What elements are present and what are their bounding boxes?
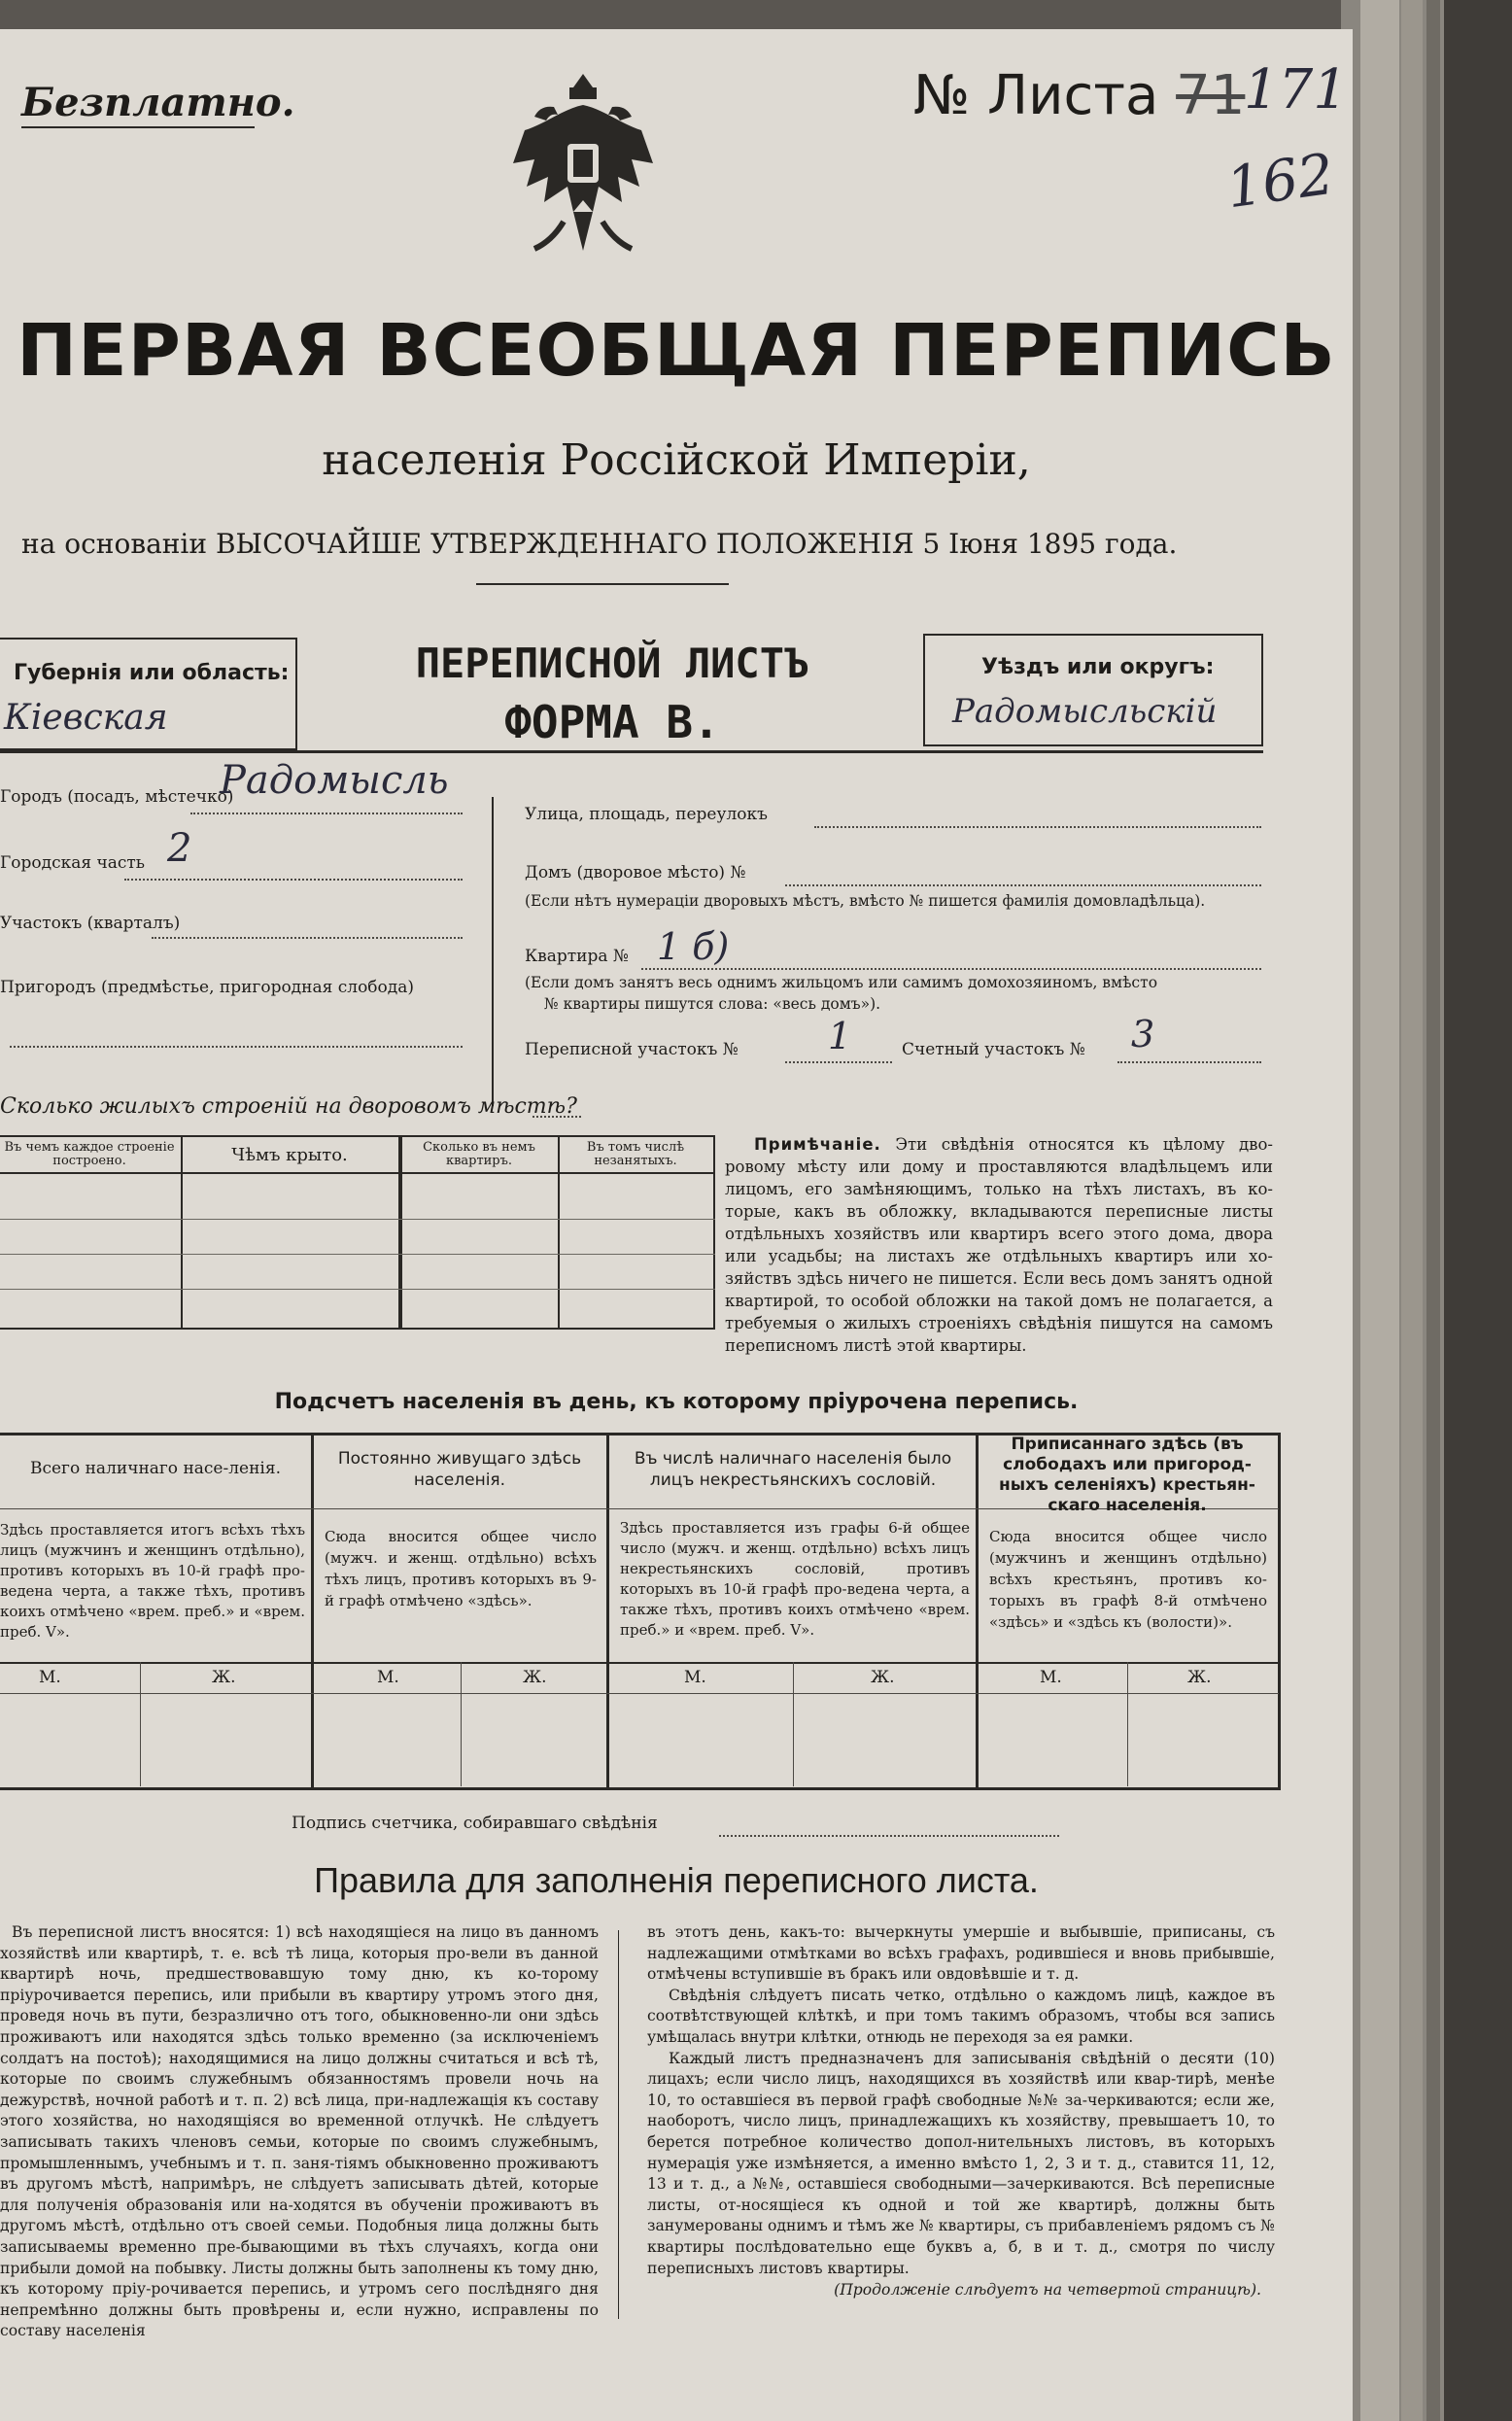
table-divider xyxy=(0,1172,715,1174)
note-line: ровому мѣсту или дому и проставляются владѣльцемъ или xyxy=(725,1158,1273,1176)
rules-left-text: Въ переписной листъ вносятся: 1) всѣ находящіеся на лицо въ данномъ хозяйствѣ или квартирѣ, т. е. всѣ тѣ лица, которыя про-вели въ данной квартирѣ ночь, предшествовавшую тому дню, къ ко-торому пріурочивается перепись, или прибыли въ квартиру утромъ этого дня, проведя ночь въ пути, безразлично отъ того, обыкновенно-ли они здѣсь проживаютъ или находятся здѣсь только временно (за исключеніемъ солдатъ на постоѣ); находящимися на лицо должны считаться и всѣ тѣ, которые по своимъ служебнымъ обязанностямъ провели ночь на дежурствѣ, ночной работѣ и т. п. 2) всѣ лица, при-надлежащія къ составу этого хозяйства, но находящіяся во временной отлучкѣ. Не слѣдуетъ записывать такихъ членовъ семьи, которые по своимъ служебнымъ, промышленнымъ, учебнымъ и т. п. заня-тіямъ обыкновенно проживаютъ въ другомъ мѣстѣ, напримѣръ, не слѣдуетъ записывать дѣтей, которые для полученія образованія или на-ходятся въ обученіи проживаютъ въ другомъ мѣстѣ, отдѣльно отъ своей семьи. Подобныя лица должны быть записываемы временно пре-бывающими въ тѣхъ случаяхъ, когда они прибыли домой на побывку. Листы должны быть заполнены къ тому дню, къ которому пріу-рочивается перепись, и утромъ сего послѣдняго дня непремѣнно должны быть провѣрены и, если нужно, исправлены по составу населенія xyxy=(0,1923,599,2340)
table-divider xyxy=(140,1662,141,1786)
handwritten-page-number: 162 xyxy=(1221,140,1338,222)
apartment-note-1: (Если домъ занятъ весь однимъ жильцомъ или самимъ домохозяиномъ, вмѣсто xyxy=(525,974,1158,991)
house-label: Домъ (дворовое мѣсто) № xyxy=(525,863,746,882)
count-district-value: 3 xyxy=(1131,1013,1155,1055)
divider xyxy=(476,583,729,585)
summary-col-peasant-desc: Сюда вносится общее число (мужчинъ и женщинъ отдѣльно) всѣхъ крестьянъ, противъ ко-торыхъ въ графѣ 8-й отмѣчено «здѣсь» и «здѣсь къ (волости)». xyxy=(989,1528,1267,1631)
sheet-number-label: № Листа 71 xyxy=(913,64,1246,127)
table-row-line xyxy=(0,1289,715,1290)
fill-line xyxy=(1117,1061,1261,1063)
binding-shadow xyxy=(1444,0,1512,2421)
buildings-col-material: Въ чемъ каждое строеніе построено. xyxy=(4,1140,175,1168)
female-label: Ж. xyxy=(523,1668,547,1687)
rules-right-text-3: Каждый листъ предназначенъ для записыванія свѣдѣній о десяти (10) лицахъ; если число лицъ, находящихся въ хозяйствѣ или квар-тирѣ, менѣе 10, то оставшіеся въ первой графѣ свободные №№ за-черкиваются; если же, наоборотъ, число лицъ, принадлежащихъ къ хозяйству, превышаетъ 10, то берется потребное количество допол-нительныхъ листовъ, въ которыхъ нумерація уже измѣняется, а именно вмѣсто 1, 2, 3 и т. д., ставится 11, 12, 13 и т. д., а №№, оставшіеся свободными—зачеркиваются. Всѣ переписные листы, от-носящіеся къ одной и той же квартирѣ, должны быть занумерованы однимъ и тѣмъ же № квартиры, съ прибавленіемъ рядомъ съ № квартиры послѣдовательно еще буквъ а, б, в и т. д., смотря по числу переписныхъ листовъ квартиры. xyxy=(647,2049,1275,2277)
summary-col-permanent-desc: Сюда вносится общее число (мужч. и женщ. отдѣльно) всѣхъ тѣхъ лицъ, противъ которыхъ въ 9-й графѣ отмѣчено «здѣсь». xyxy=(325,1528,597,1609)
note-line: квартирой, то особой обложки на такой домъ не полагается, xyxy=(725,1292,1257,1310)
fill-line xyxy=(785,884,1261,886)
column-divider xyxy=(618,1930,619,2319)
table-divider xyxy=(0,1693,1279,1694)
page-stack-edge xyxy=(1426,0,1440,2421)
address-city-value: Радомысль xyxy=(220,758,449,803)
fill-line xyxy=(190,813,463,814)
form-title: ПЕРЕПИСНОЙ ЛИСТЪ xyxy=(415,640,809,687)
buildings-col-apartments: Сколько въ немъ квартиръ. xyxy=(423,1140,535,1168)
fill-line xyxy=(785,1061,892,1063)
buildings-col-roof: Чѣмъ крыто. xyxy=(231,1145,348,1165)
form-name: ФОРМА В. xyxy=(504,696,720,748)
summary-col-peasant-title: Приписаннаго здѣсь (въ слободахъ или пригород-ныхъ селеніяхъ) крестьян-скаго населенія. xyxy=(999,1435,1255,1515)
free-label: Безплатно. xyxy=(21,80,295,125)
page-stack-edge xyxy=(1401,0,1423,2421)
fill-line xyxy=(533,1116,581,1118)
table-divider xyxy=(558,1135,560,1328)
rules-right-text-2: Свѣдѣнія слѣдуетъ писать четко, отдѣльно о каждомъ лицѣ, каждое въ соотвѣтствующей клѣткѣ, и при томъ такимъ образомъ, чтобы вся запись умѣщалась внутри клѣтки, отнюдь не переходя за ея рамки. xyxy=(647,1986,1275,2046)
address-suburb-label: Пригородъ (предмѣстье, пригородная слобода) xyxy=(0,978,415,997)
summary-col-total-title: Всего наличнаго насе-ленія. xyxy=(29,1459,281,1478)
fill-line xyxy=(152,937,463,939)
census-district-label: Переписной участокъ № xyxy=(525,1040,739,1059)
summary-col-total-desc: Здѣсь проставляется итогъ всѣхъ тѣхъ лицъ (мужчинъ и женщинъ отдѣльно), противъ которыхъ въ 10-й графѣ про-ведена черта, а также тѣхъ, противъ коихъ отмѣчено «врем. преб.» и «врем. преб. V». xyxy=(0,1521,305,1641)
table-row-line xyxy=(0,1254,715,1255)
apartment-label: Квартира № xyxy=(525,947,629,966)
summary-col-nonpeasant-desc: Здѣсь проставляется изъ графы 6-й общее число (мужч. и женщ. отдѣльно) всѣхъ лицъ некрестьянскихъ сословій, противъ которыхъ въ 10-й графѣ про-ведена черта, а также тѣхъ, противъ коихъ отмѣчено «врем. преб.» и «врем. преб. V». xyxy=(620,1519,970,1639)
page-stack-edge xyxy=(1360,0,1399,2421)
census-title: ПЕРВАЯ ВСЕОБЩАЯ ПЕРЕПИСЬ xyxy=(17,309,1336,393)
divider xyxy=(0,750,1263,753)
address-part-label: Городская часть xyxy=(0,853,146,873)
note-block xyxy=(725,1133,1273,1357)
count-district-label: Счетный участокъ № xyxy=(902,1040,1085,1059)
province-value: Кіевская xyxy=(4,698,168,738)
sheet-number-struck: 71 xyxy=(1176,64,1246,127)
table-row-line xyxy=(0,1219,715,1220)
note-line: Эти свѣдѣнія относятся къ цѣлому дво- xyxy=(895,1135,1273,1154)
apartment-value: 1 б) xyxy=(657,925,730,968)
census-subtitle: населенія Россійской Имперіи, xyxy=(322,435,1031,485)
census-basis: на основаніи ВЫСОЧАЙШЕ УТВЕРЖДЕННАГО ПОЛОЖЕНІЯ 5 Іюня 1895 года. xyxy=(21,528,1178,560)
note-line: а требуемыя о жилыхъ строеніяхъ свѣдѣнія пишутся на самомъ xyxy=(725,1292,1274,1332)
address-quarter-label: Участокъ (кварталъ) xyxy=(0,914,181,933)
imperial-eagle-emblem xyxy=(505,66,661,270)
rules-continuation: (Продолженіе слѣдуетъ на четвертой страницѣ). xyxy=(834,2281,1261,2300)
table-divider xyxy=(461,1662,462,1786)
table-divider xyxy=(606,1433,609,1788)
rules-right-column xyxy=(647,1922,1275,2300)
fill-line xyxy=(124,879,463,881)
note-line: торые, какъ въ обложку, вкладываются переписные листы xyxy=(725,1202,1273,1221)
uezd-label: Уѣздъ или округъ: xyxy=(981,655,1215,679)
rules-right-text-1: въ этотъ день, какъ-то: вычеркнуты умершіе и выбывшіе, приписаны, съ надлежащими отмѣтками во всѣхъ графахъ, родившіеся и вновь прибывшіе, отмѣчены вступившіе въ бракъ или овдовѣвшіе и т. д. xyxy=(647,1923,1275,1984)
address-part-value: 2 xyxy=(167,826,192,871)
male-label: М. xyxy=(377,1668,399,1687)
divider xyxy=(492,797,494,1106)
table-divider xyxy=(0,1662,1279,1664)
divider xyxy=(21,126,255,128)
census-form-page xyxy=(0,29,1353,2421)
fill-line xyxy=(814,826,1261,828)
address-city-label: Городъ (посадъ, мѣстечко) xyxy=(0,787,234,807)
uezd-value: Радомысльскій xyxy=(952,692,1218,731)
street-label: Улица, площадь, переулокъ xyxy=(525,805,768,824)
note-line: или усадьбы; на листахъ же отдѣльныхъ квартиръ или хо- xyxy=(725,1247,1273,1265)
table-divider xyxy=(976,1433,979,1788)
male-label: М. xyxy=(39,1668,61,1687)
fill-line xyxy=(641,968,1261,970)
handwritten-sheet-number: 171 xyxy=(1244,58,1348,121)
province-label: Губернія или область: xyxy=(14,661,290,685)
summary-col-permanent-title: Постоянно живущаго здѣсь населенія. xyxy=(337,1449,582,1490)
note-line: зяйствъ здѣсь ничего не пишется. Если весь домъ занятъ одной xyxy=(725,1269,1273,1288)
summary-col-nonpeasant-title: Въ числѣ наличнаго населенія было лицъ некрестьянскихъ сословій. xyxy=(634,1449,952,1490)
male-label: М. xyxy=(1040,1668,1062,1687)
note-line: отдѣльныхъ хозяйствъ или квартиръ всего этого дома, двора xyxy=(725,1225,1273,1243)
female-label: Ж. xyxy=(212,1668,236,1687)
table-divider xyxy=(311,1433,314,1788)
note-heading: Примѣчаніе. xyxy=(754,1135,881,1154)
buildings-question: Сколько жилыхъ строеній на дворовомъ мѣстѣ? xyxy=(0,1094,577,1119)
fill-line xyxy=(10,1046,463,1048)
buildings-col-vacant: Въ томъ числѣ незанятыхъ. xyxy=(586,1140,685,1168)
signature-label: Подпись счетчика, собиравшаго свѣдѣнія xyxy=(292,1814,658,1833)
summary-heading: Подсчетъ населенія въ день, къ которому пріурочена перепись. xyxy=(274,1390,1079,1414)
note-line: лицомъ, его замѣняющимъ, только на тѣхъ листахъ, въ ко- xyxy=(725,1180,1273,1198)
apartment-note-2: № квартиры пишутся слова: «весь домъ»). xyxy=(544,995,881,1013)
house-note: (Если нѣтъ нумераціи дворовыхъ мѣстъ, вмѣсто № пишется фамилія домовладѣльца). xyxy=(525,892,1206,910)
note-line: переписномъ листѣ этой квартиры. xyxy=(725,1336,1027,1355)
female-label: Ж. xyxy=(871,1668,895,1687)
female-label: Ж. xyxy=(1187,1668,1212,1687)
table-divider xyxy=(793,1662,794,1786)
rules-heading: Правила для заполненія переписного листа. xyxy=(314,1860,1039,1900)
table-divider xyxy=(1127,1662,1128,1786)
census-district-value: 1 xyxy=(828,1015,852,1057)
signature-line xyxy=(719,1835,1059,1837)
male-label: М. xyxy=(684,1668,706,1687)
